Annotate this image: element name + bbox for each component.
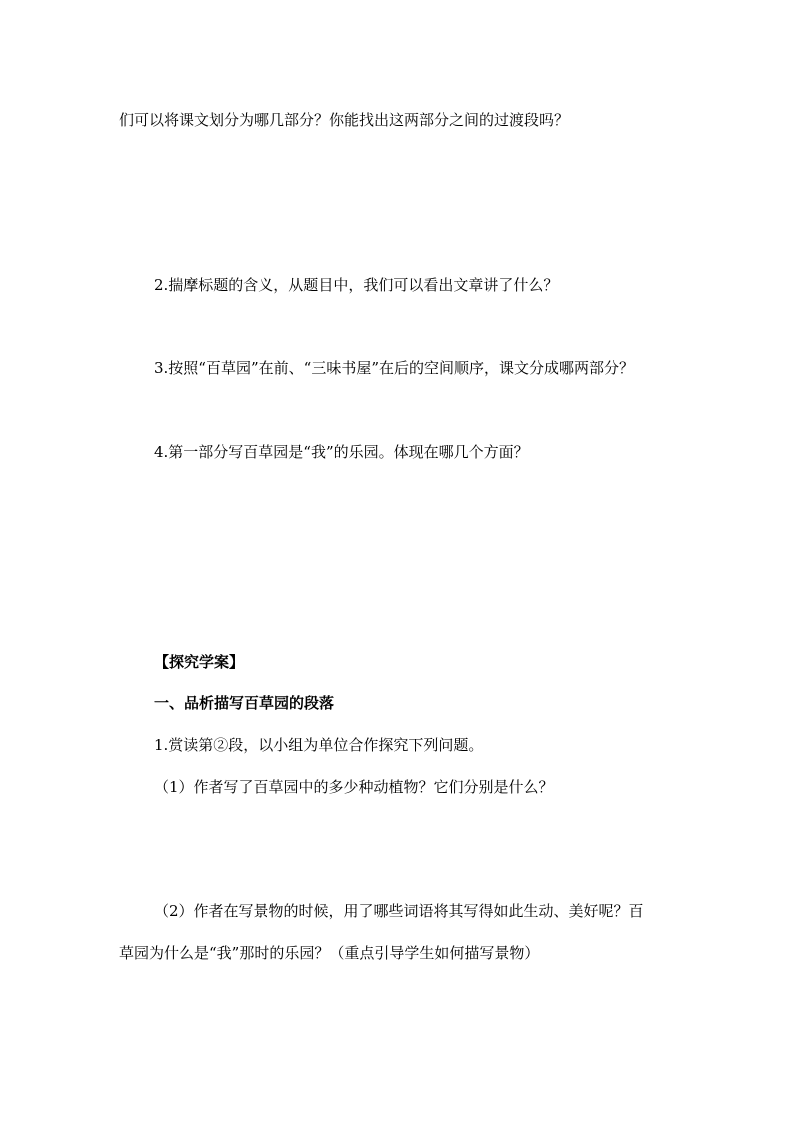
question-1-2: （2）作者在写景物的时候，用了哪些词语将其写得如此生动、美好呢？百 — [154, 902, 644, 920]
section-heading: 【探究学案】 — [154, 653, 245, 671]
question-1-1: （1）作者写了百草园中的多少种动植物？它们分别是什么？ — [154, 778, 554, 796]
question-3: 3.按照“百草园”在前、“三味书屋”在后的空间顺序，课文分成哪两部分？ — [154, 359, 634, 377]
subsection-heading: 一、品析描写百草园的段落 — [154, 694, 335, 712]
question-2: 2.揣摩标题的含义，从题目中，我们可以看出文章讲了什么？ — [154, 276, 559, 294]
text-line: 们可以将课文划分为哪几部分？你能找出这两部分之间的过渡段吗？ — [119, 111, 570, 129]
question-1-2-continued: 草园为什么是“我”那时的乐园？（重点引导学生如何描写景物） — [119, 944, 540, 962]
question-4: 4.第一部分写百草园是“我”的乐园。体现在哪几个方面？ — [154, 443, 529, 461]
task-1: 1.赏读第②段，以小组为单位合作探究下列问题。 — [154, 736, 484, 754]
